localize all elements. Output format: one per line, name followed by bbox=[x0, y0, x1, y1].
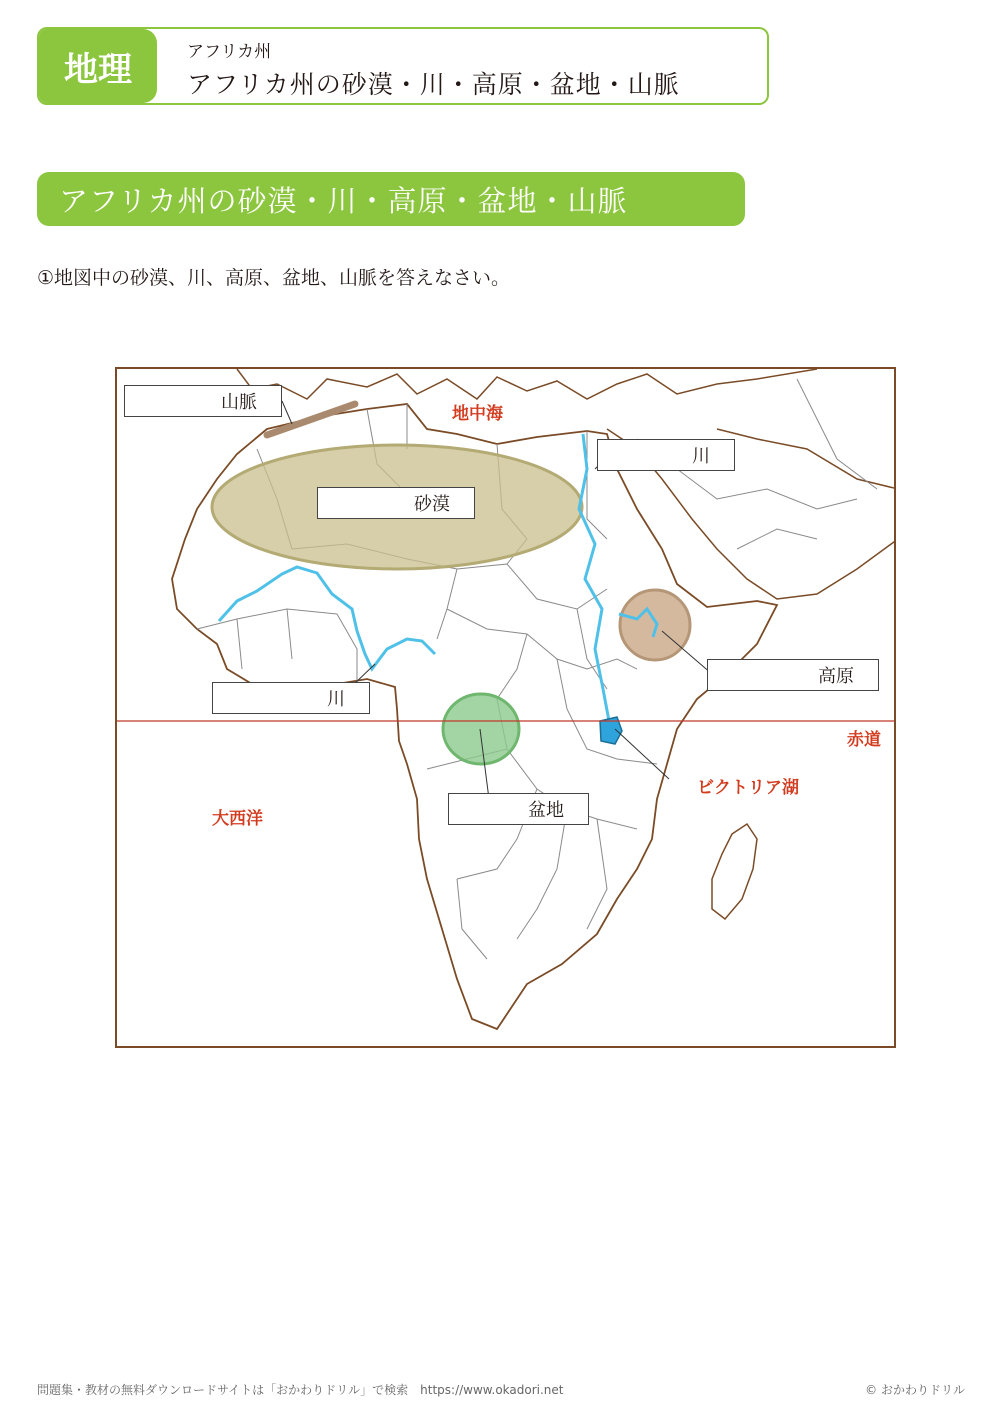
answer-box-plateau[interactable]: 高原 bbox=[707, 659, 879, 691]
congo-basin-area bbox=[443, 694, 519, 764]
label-atlantic: 大西洋 bbox=[212, 809, 263, 829]
ethiopian-plateau-area bbox=[620, 590, 690, 660]
question-text: ①地図中の砂漠、川、高原、盆地、山脈を答えなさい。 bbox=[37, 267, 511, 289]
africa-map bbox=[115, 367, 896, 1048]
subject-badge: 地理 bbox=[39, 29, 157, 103]
section-title: アフリカ州の砂漠・川・高原・盆地・山脈 bbox=[37, 172, 745, 226]
label-mediterranean: 地中海 bbox=[452, 404, 503, 424]
label-lake-victoria: ビクトリア湖 bbox=[697, 778, 799, 798]
header-title: アフリカ州の砂漠・川・高原・盆地・山脈 bbox=[187, 70, 680, 99]
label-equator: 赤道 bbox=[847, 730, 881, 750]
footer-copyright: © おかわりドリル bbox=[865, 1383, 965, 1397]
madagascar bbox=[712, 824, 757, 919]
answer-box-river-nile[interactable]: 川 bbox=[597, 439, 735, 471]
footer-site-info: 問題集・教材の無料ダウンロードサイトは「おかわりドリル」で検索 https://www.okadori.net bbox=[37, 1383, 564, 1397]
answer-box-desert[interactable]: 砂漠 bbox=[317, 487, 475, 519]
answer-box-mountains[interactable]: 山脈 bbox=[124, 385, 282, 417]
page-header bbox=[37, 27, 769, 105]
answer-box-river-niger[interactable]: 川 bbox=[212, 682, 370, 714]
header-category: アフリカ州 bbox=[187, 42, 272, 62]
answer-box-basin[interactable]: 盆地 bbox=[448, 793, 589, 825]
europe-coast bbox=[237, 369, 817, 399]
